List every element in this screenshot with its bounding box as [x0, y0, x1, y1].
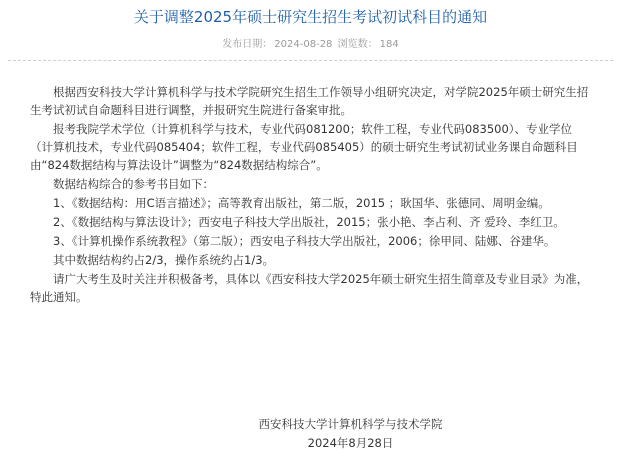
- page-title: 关于调整2025年硕士研究生招生考试初试科目的通知: [133, 8, 488, 26]
- paragraph-subject-change: 报考我院学术学位（计算机科学与技术，专业代码081200；软件工程，专业代码083500）、专业学位（计算机技术，专业代码085404；软件工程，专业代码085405）的硕士研究生考试初试业务课自命题科目由“824数据结构与算法设计”调整为“824数据结构综合”。: [30, 122, 578, 172]
- views-label: 浏览数：: [337, 39, 378, 50]
- signature-organization: 西安科技大学计算机科学与技术学院: [258, 417, 443, 431]
- paragraph-intro: 根据西安科技大学计算机科学与技术学院研究生招生工作领导小组研究决定，对学院2025年硕士研究生招生考试初试自命题科目进行调整，并报研究生院进行备案审批。: [30, 85, 589, 117]
- title-divider: [8, 60, 613, 61]
- paragraph-reference-heading: 数据结构综合的参考书目如下：: [53, 177, 214, 191]
- reference-book-3: 3、《计算机操作系统教程》（第二版）；西安电子科技大学出版社，2006；徐甲同、陆娜、谷建华。: [53, 234, 556, 248]
- reference-book-1: 1、《数据结构：用C语言描述》；高等教育出版社，第二版，2015 ；耿国华、张德同、周明金编。: [53, 196, 550, 210]
- views-count: 184: [379, 39, 399, 50]
- paragraph-proportion: 其中数据结构约占2/3，操作系统约占1/3。: [53, 253, 275, 267]
- paragraph-closing: 请广大考生及时关注并积极备考，具体以《西安科技大学2025年硕士研究生招生简章及专业目录》为准，特此通知。: [30, 272, 589, 304]
- publish-date-label: 发布日期：: [222, 39, 273, 50]
- article-meta: [0, 38, 621, 52]
- signature-date: 2024年8月28日: [307, 436, 394, 450]
- publish-date: 2024-08-28: [274, 39, 333, 50]
- reference-book-2: 2、《数据结构与算法设计》；西安电子科技大学出版社，2015；张小艳、李占利、齐 爱玲、李红卫。: [53, 215, 565, 229]
- article-body: [30, 83, 595, 307]
